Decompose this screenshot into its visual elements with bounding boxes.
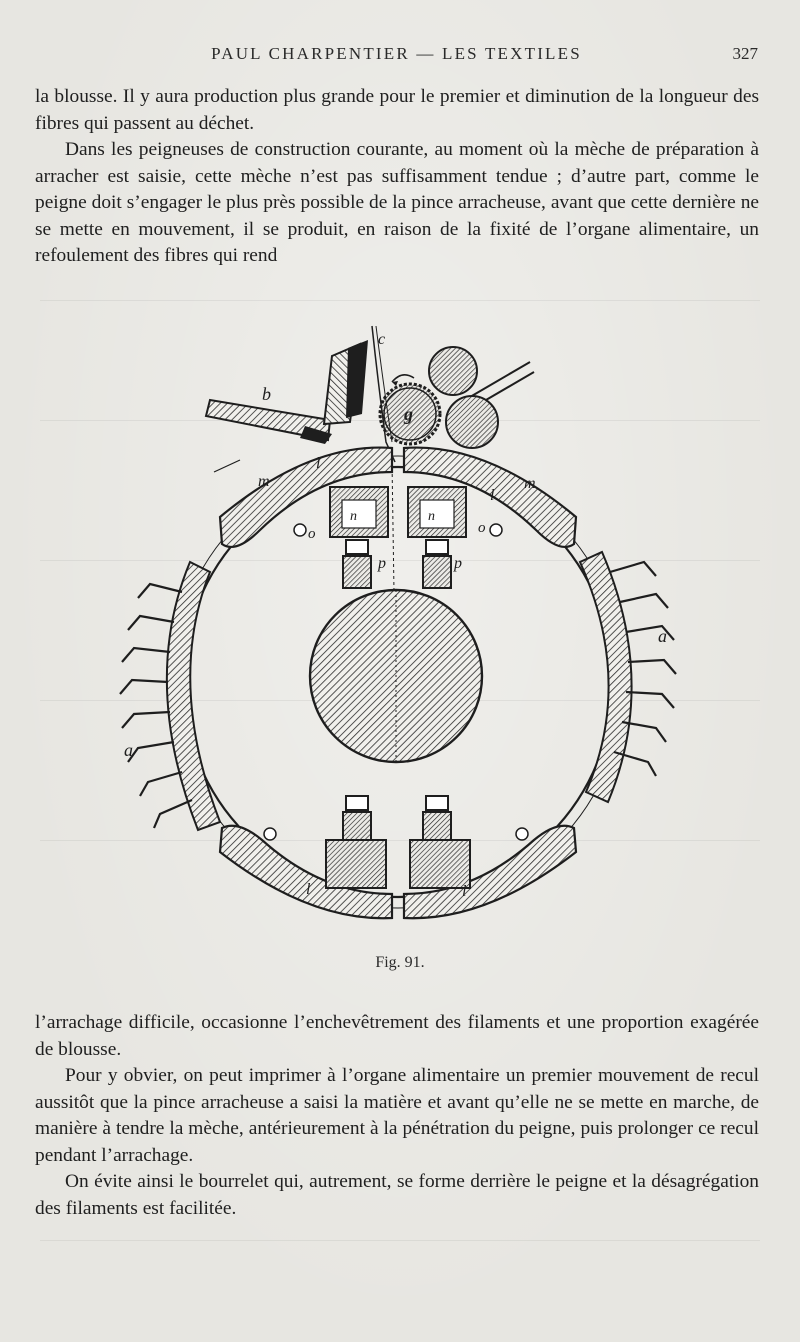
label-c: c [378,331,386,348]
figure-caption: Fig. 91. [375,954,425,971]
label-m-right: m [524,475,536,492]
label-p-right: p [454,555,462,572]
central-cylinder [310,590,482,762]
bottom-nipper-jaws [220,796,576,918]
figure-91 [110,322,690,950]
label-a-right: a [658,626,667,646]
running-head: PAUL CHARPENTIER — LES TEXTILES [211,44,582,63]
label-l-top-right: l [490,487,495,504]
label-o-right: o [478,520,486,536]
paragraph: On évite ainsi le bourrelet qui, autrement, se forme derrière le peigne et la désagrégation des filaments est facilitée. [35,1171,759,1219]
label-n-left: n [350,509,357,524]
paragraph: Dans les peigneuses de construction courante, au moment où la mèche de préparation à arracher est saisie, cette mèche n’est pas suffisamment tendue ; d’autre part, comme le peigne doit s’engager le plus près possible de la pince arracheuse, avant que cette dernière ne se mette en mouvement, il se produit, en raison de la fixité de l’organe alimentaire, un refoulement des fibres qui rend [35,139,759,266]
page-number: 327 [732,44,758,63]
label-l-bottom-left: l [306,881,311,898]
paragraph: l’arrachage difficile, occasionne l’enchevêtrement des filaments et une proportion exagérée de blousse. [35,1012,759,1060]
paragraph: Pour y obvier, on peut imprimer à l’organe alimentaire un premier mouvement de recul aussitôt que la pince arracheuse a saisi la matière et avant qu’elle ne se mette en marche, de manière à tendre la mèche, antérieurement à la pénétration du peigne, puis prolonger ce recul pendant l’arrachage. [35,1065,759,1166]
label-l-top-left: l [316,455,321,472]
combing-machine-diagram [110,322,690,950]
leader-arrow [214,460,240,472]
label-l-bottom-right: l [462,883,467,900]
top-nipper-jaws [220,448,576,588]
bleed-through-line [40,300,760,301]
top-comb [206,340,368,444]
text-block-top [35,84,759,270]
feed-rollers [380,347,534,448]
bleed-through-line [40,1240,760,1241]
label-p-left: p [378,555,386,572]
paragraph: la blousse. Il y aura production plus grande pour le premier et diminution de la longueur des fibres qui passent au déchet. [35,86,759,134]
label-g: g [404,404,413,424]
left-comb-segment [120,562,220,830]
label-m-left: m [258,473,270,490]
right-comb-segment [580,552,676,802]
label-a-left: a [124,740,133,760]
label-o-left: o [308,526,316,542]
page-header [35,44,758,68]
label-b: b [262,384,271,404]
label-n-right: n [428,509,435,524]
text-block-bottom [35,1010,759,1222]
